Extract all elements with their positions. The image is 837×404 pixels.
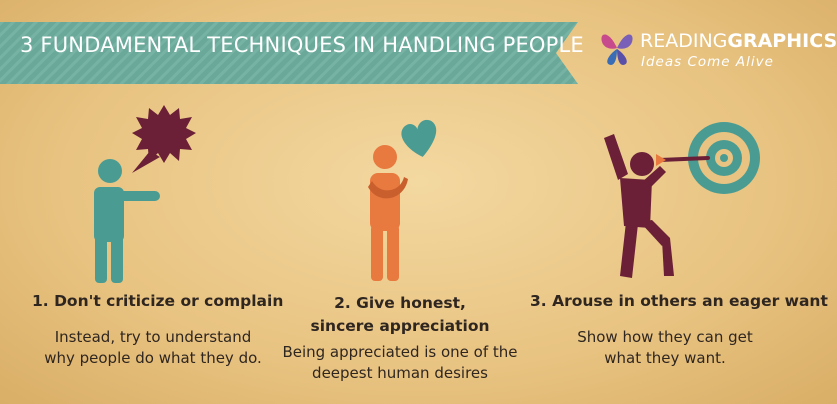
technique-1-description (22, 327, 284, 369)
heart-hugging-person-icon (360, 115, 450, 285)
technique-2-description (278, 342, 522, 384)
technique-3-title: 3. Arouse in others an eager want (530, 292, 828, 310)
page-title: 3 FUNDAMENTAL TECHNIQUES IN HANDLING PEOPLE (20, 33, 584, 57)
technique-1-line-1: Instead, try to understand (54, 328, 252, 346)
butterfly-logo-icon (599, 28, 635, 68)
technique-2-title-line-2: sincere appreciation (310, 317, 490, 335)
technique-2-title-line-1: 2. Give honest, (334, 294, 466, 312)
technique-2-line-2: deepest human desires (312, 364, 488, 382)
title-banner (0, 22, 584, 84)
technique-1-title: 1. Don't criticize or complain (32, 292, 284, 310)
technique-1-line-2: why people do what they do. (44, 349, 262, 367)
technique-2-line-1: Being appreciated is one of the (282, 343, 518, 361)
brand-tagline: Ideas Come Alive (641, 54, 774, 70)
technique-2-title (290, 292, 510, 338)
pointing-person-icon (80, 105, 210, 285)
technique-3-line-2: what they want. (604, 349, 726, 367)
technique-3-description (560, 327, 770, 369)
brand-name (640, 30, 837, 52)
technique-3-line-1: Show how they can get (577, 328, 753, 346)
dart-target-person-icon (600, 118, 770, 283)
brand-name-regular: READING (640, 30, 728, 52)
brand-name-bold: GRAPHICS (727, 30, 837, 52)
